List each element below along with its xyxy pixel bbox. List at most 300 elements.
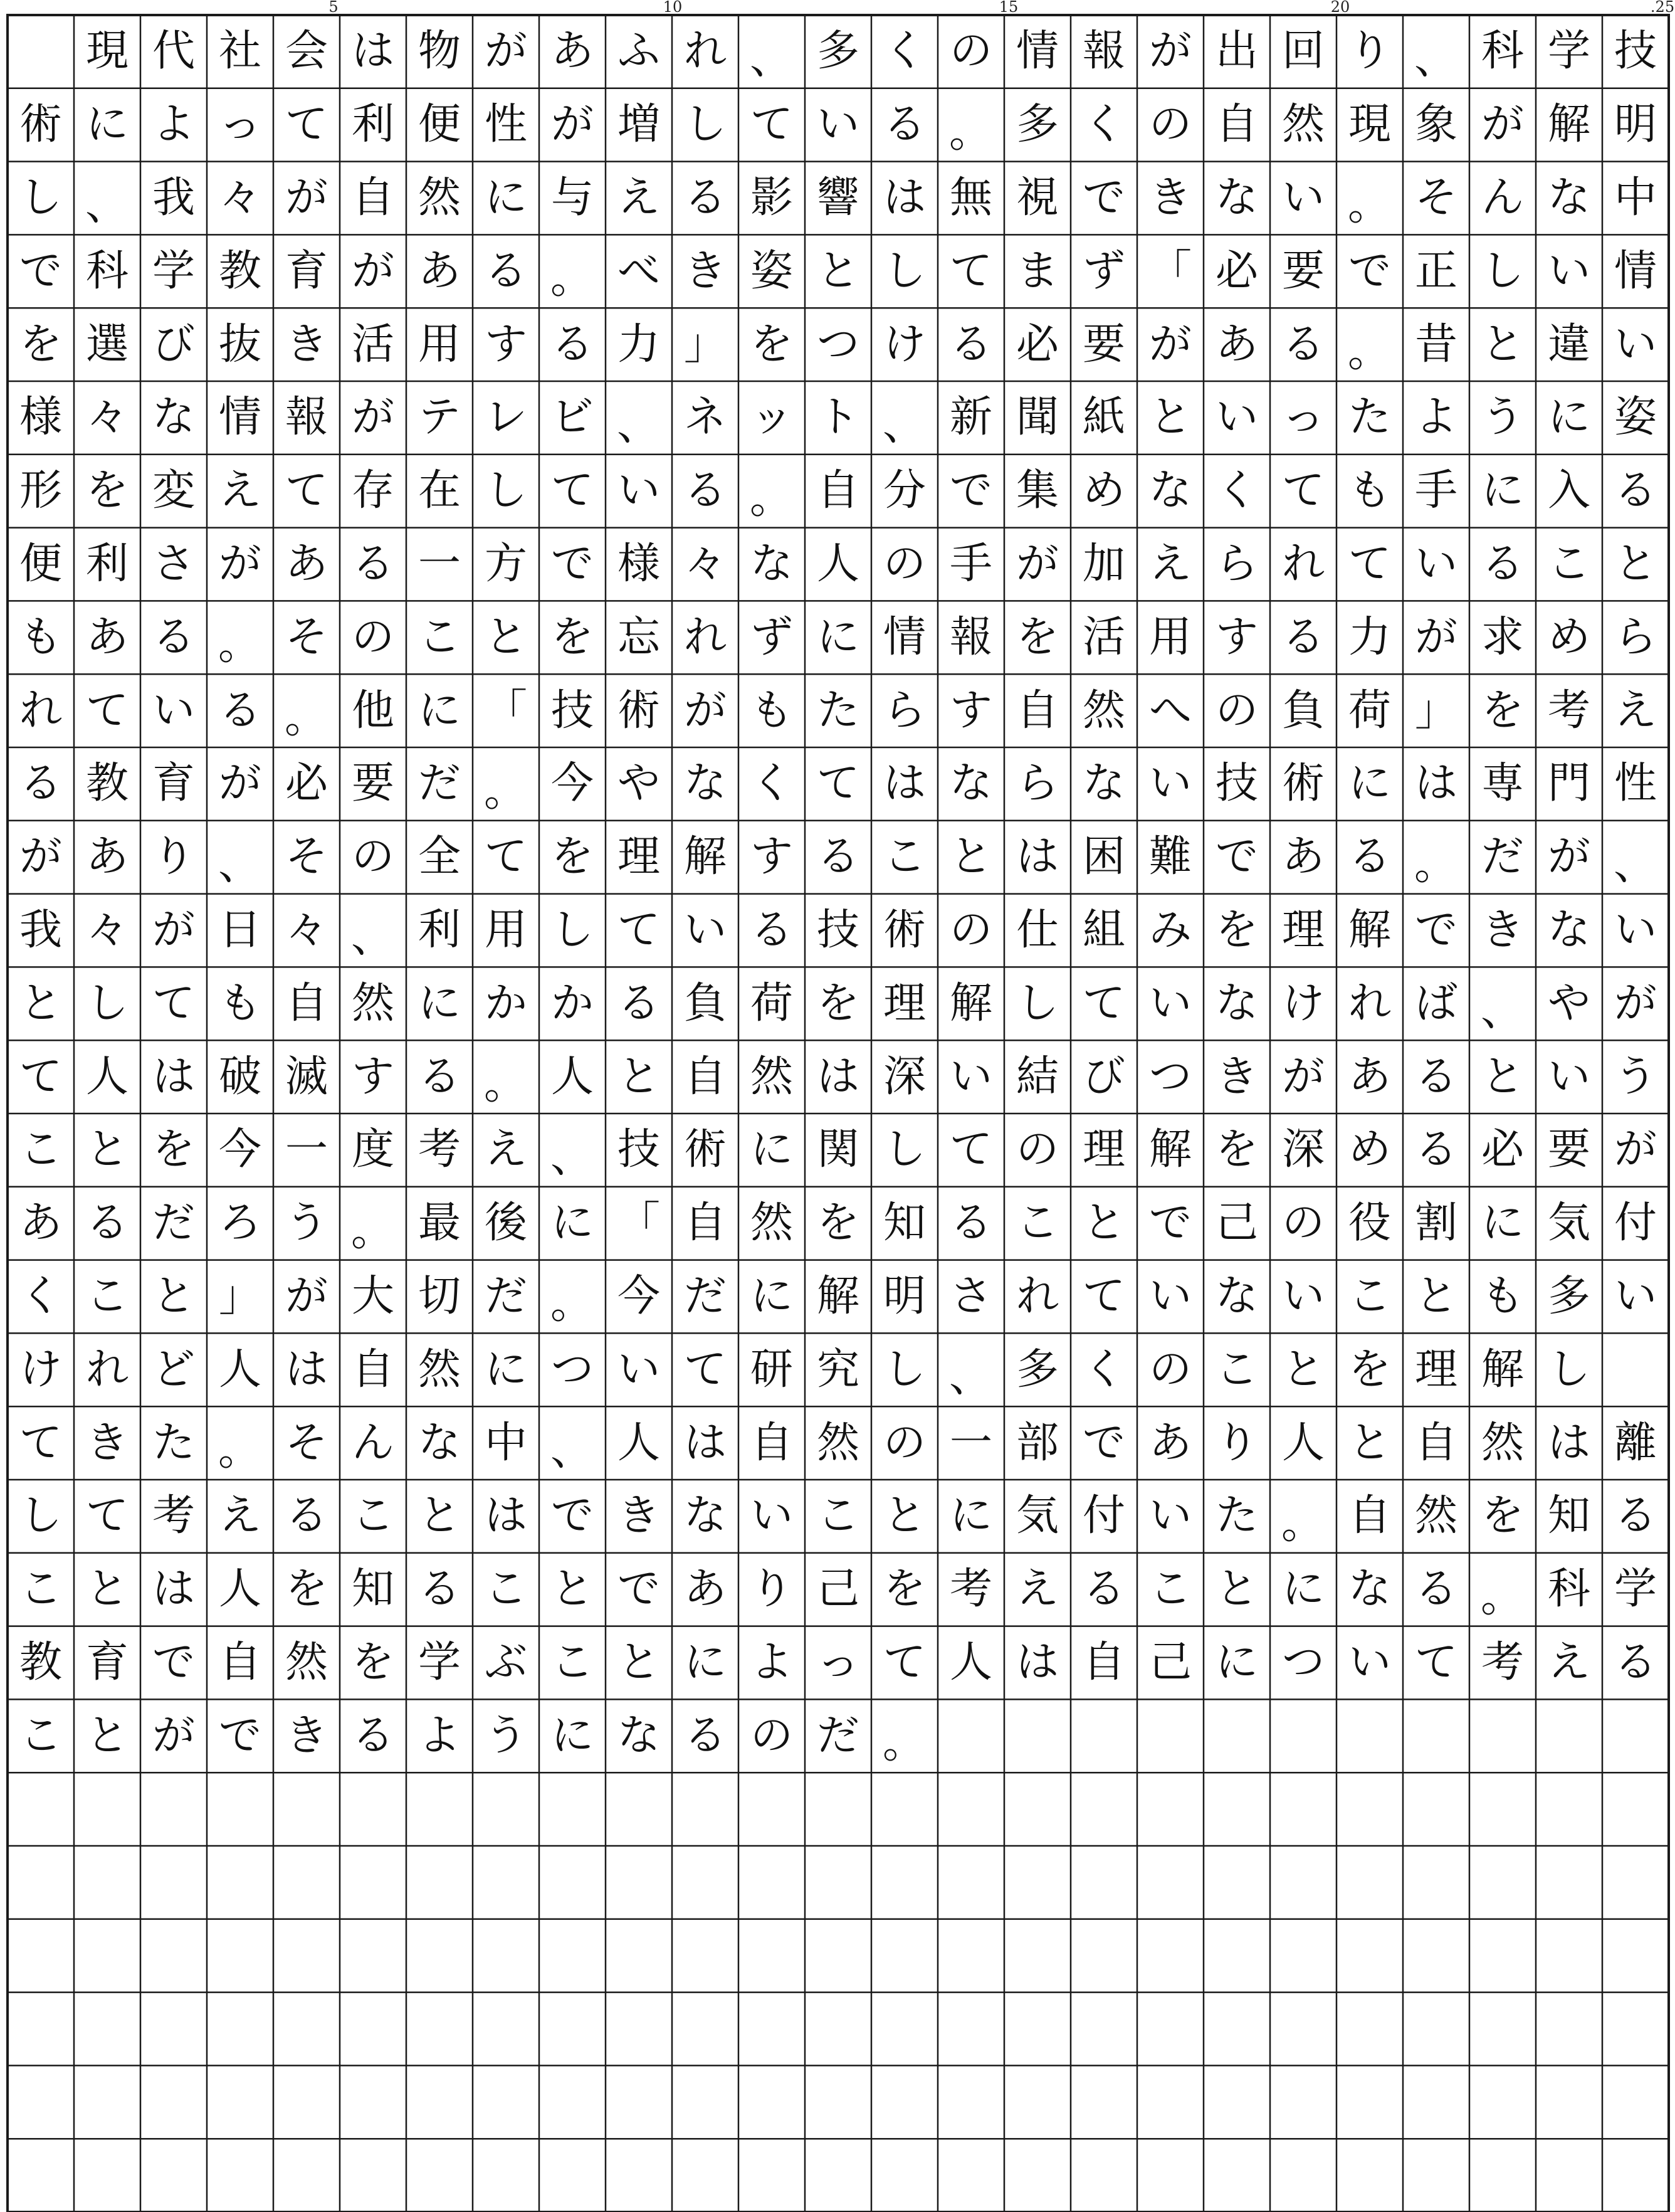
manuscript-char: し [85,978,129,1028]
manuscript-char: る [683,466,727,516]
manuscript-char: き [1215,1051,1258,1102]
manuscript-char: 入 [1547,466,1590,516]
manuscript-char: て [883,1637,926,1687]
manuscript-char: そ [1414,172,1457,223]
manuscript-char: 、 [750,34,793,84]
manuscript-char: な [1215,172,1258,223]
manuscript-char: は [1016,1637,1059,1687]
manuscript-char: 性 [484,100,527,150]
manuscript-char: と [816,246,859,296]
manuscript-char: 、 [85,181,129,231]
manuscript-char: っ [218,100,261,150]
manuscript-char: が [1414,612,1457,662]
manuscript-char [8,15,74,88]
manuscript-char: 付 [1082,1491,1125,1541]
manuscript-char: な [1547,172,1590,223]
manuscript-char: 学 [1547,26,1590,76]
manuscript-char: 人 [550,1051,594,1102]
manuscript-char: る [1614,466,1657,516]
manuscript-char: 学 [417,1637,461,1687]
manuscript-char: る [750,905,793,955]
manuscript-char: る [218,685,261,735]
manuscript-char: 選 [85,319,129,369]
manuscript-char: と [1481,1051,1524,1102]
manuscript-char: 」 [683,319,727,369]
manuscript-char: 教 [19,1637,62,1687]
manuscript-char: 仕 [1016,905,1059,955]
manuscript-char: に [683,1637,727,1687]
manuscript-char: の [351,832,394,882]
manuscript-char: 、 [1414,34,1457,84]
manuscript-char: よ [750,1637,793,1687]
manuscript-char: る [1614,1637,1657,1687]
manuscript-char: そ [285,612,328,662]
manuscript-char: ば [1414,978,1457,1028]
manuscript-char: 影 [750,172,793,223]
manuscript-char: い [1148,759,1192,809]
manuscript-char: 分 [883,466,926,516]
manuscript-char: だ [816,1710,859,1761]
manuscript-char: ま [1016,246,1059,296]
manuscript-char: て [484,832,527,882]
manuscript-char: で [152,1637,195,1687]
manuscript-char: を [550,832,594,882]
manuscript-char: の [883,539,926,589]
manuscript-char: 滅 [285,1051,328,1102]
manuscript-char: で [617,1564,660,1614]
manuscript-char: 付 [1614,1198,1657,1248]
manuscript-char: ら [1614,612,1657,662]
manuscript-char: よ [152,100,195,150]
manuscript-char: あ [1348,1051,1391,1102]
manuscript-char: 気 [1016,1491,1059,1541]
manuscript-char: も [1481,1271,1524,1321]
manuscript-char: を [816,1198,859,1248]
manuscript-char: は [1414,759,1457,809]
manuscript-char: 響 [816,172,859,223]
manuscript-char: る [1281,319,1325,369]
manuscript-char: 、 [883,400,926,450]
manuscript-char: な [683,1491,727,1541]
manuscript-char: い [750,1491,793,1541]
manuscript-char: な [152,392,195,443]
manuscript-char: て [750,100,793,150]
manuscript-char: て [683,1344,727,1394]
manuscript-char: で [1348,246,1391,296]
manuscript-char: め [1082,466,1125,516]
manuscript-char: い [816,100,859,150]
manuscript-char: 学 [1614,1564,1657,1614]
manuscript-row [8,1333,1669,1406]
manuscript-char: テ [417,392,461,443]
manuscript-char: な [1215,1271,1258,1321]
manuscript-char: あ [19,1198,62,1248]
manuscript-char: が [285,1271,328,1321]
manuscript-char: と [949,832,992,882]
manuscript-char: る [351,1710,394,1761]
manuscript-char: な [750,539,793,589]
manuscript-char: あ [1148,1418,1192,1468]
manuscript-char: 多 [1547,1271,1590,1321]
manuscript-char: 自 [1016,685,1059,735]
manuscript-char: く [883,26,926,76]
manuscript-char: 便 [417,100,461,150]
manuscript-char: あ [417,246,461,296]
manuscript-char: で [1148,1198,1192,1248]
manuscript-char: 明 [883,1271,926,1321]
manuscript-char: と [152,1271,195,1321]
manuscript-char: ぶ [484,1637,527,1687]
manuscript-char: は [816,1051,859,1102]
manuscript-char: の [351,612,394,662]
manuscript-char: を [816,978,859,1028]
manuscript-char: な [1215,978,1258,1028]
manuscript-char: る [484,246,527,296]
manuscript-char: 便 [19,539,62,589]
manuscript-char: を [883,1564,926,1614]
manuscript-char: 、 [351,913,394,963]
manuscript-char: に [1481,1198,1524,1248]
manuscript-char: す [351,1051,394,1102]
manuscript-char: 負 [1281,685,1325,735]
manuscript-char: 。 [1348,181,1391,231]
ruler-label-25: .25 [1650,0,1675,16]
manuscript-char: れ [683,26,727,76]
manuscript-char: 忘 [617,612,660,662]
manuscript-char: 必 [285,759,328,809]
manuscript-char: 。 [750,473,793,524]
manuscript-char: 、 [949,1352,992,1403]
manuscript-char: 破 [218,1051,261,1102]
manuscript-char: レ [484,392,527,443]
manuscript-char: き [285,319,328,369]
manuscript-row [8,1187,1669,1260]
manuscript-char: は [152,1564,195,1614]
manuscript-char: だ [152,1198,195,1248]
manuscript-char: り [152,832,195,882]
manuscript-char: ん [351,1418,394,1468]
manuscript-char: 理 [1414,1344,1457,1394]
manuscript-char: 最 [417,1198,461,1248]
manuscript-char: が [218,539,261,589]
manuscript-char: 報 [285,392,328,443]
manuscript-char: が [1614,1125,1657,1175]
manuscript-char: 活 [351,319,394,369]
manuscript-char: 必 [1215,246,1258,296]
manuscript-char: 教 [218,246,261,296]
manuscript-char: 用 [1148,612,1192,662]
manuscript-char: え [1614,685,1657,735]
manuscript-char: い [1614,1271,1657,1321]
ruler-label-5: 5 [328,0,339,16]
manuscript-char: 活 [1082,612,1125,662]
manuscript-char: 昔 [1414,319,1457,369]
manuscript-char: く [750,759,793,809]
manuscript-char: で [949,466,992,516]
manuscript-char: え [484,1125,527,1175]
manuscript-char: 増 [617,100,660,150]
manuscript-char: を [1215,905,1258,955]
manuscript-char: ん [1481,172,1524,223]
manuscript-char: あ [1215,319,1258,369]
manuscript-char: 多 [1016,1344,1059,1394]
manuscript-char: に [1281,1564,1325,1614]
manuscript-char: こ [484,1564,527,1614]
manuscript-char: と [1614,539,1657,589]
manuscript-char: 形 [19,466,62,516]
manuscript-char: は [351,26,394,76]
manuscript-char: は [883,172,926,223]
manuscript-char: 姿 [750,246,793,296]
manuscript-char: 自 [816,466,859,516]
manuscript-char: る [683,172,727,223]
manuscript-char: や [1547,978,1590,1028]
manuscript-row [8,1114,1669,1187]
manuscript-char: き [85,1418,129,1468]
manuscript-char: て [949,246,992,296]
manuscript-char: 考 [949,1564,992,1614]
manuscript-char: で [19,246,62,296]
manuscript-char: 用 [417,319,461,369]
manuscript-char: こ [417,612,461,662]
manuscript-char: に [484,1344,527,1394]
manuscript-char: を [1481,685,1524,735]
manuscript-char: に [750,1125,793,1175]
manuscript-row [8,674,1669,747]
manuscript-char: 自 [683,1051,727,1102]
manuscript-char: つ [550,1344,594,1394]
manuscript-char: な [949,759,992,809]
manuscript-char: 門 [1547,759,1590,809]
manuscript-char: し [683,100,727,150]
manuscript-char: 正 [1414,246,1457,296]
manuscript-char: う [1614,1051,1657,1102]
manuscript-char: 理 [1082,1125,1125,1175]
manuscript-char: な [1348,1564,1391,1614]
manuscript-char: も [1348,466,1391,516]
manuscript-char: が [1148,26,1192,76]
manuscript-char: を [1481,1491,1524,1541]
manuscript-char: 。 [218,1425,261,1475]
manuscript-char: 会 [285,26,328,76]
manuscript-char: で [550,1491,594,1541]
manuscript-char: 組 [1082,905,1125,955]
manuscript-char: 研 [750,1344,793,1394]
manuscript-char: が [218,759,261,809]
manuscript-row [8,1626,1669,1700]
manuscript-char: る [683,1710,727,1761]
manuscript-char: に [417,685,461,735]
manuscript-char: い [1414,539,1457,589]
manuscript-char: 考 [1547,685,1590,735]
manuscript-char: で [550,539,594,589]
manuscript-char: す [949,685,992,735]
manuscript-char: て [285,466,328,516]
manuscript-char: 後 [484,1198,527,1248]
manuscript-char: な [683,759,727,809]
manuscript-char: る [85,1198,129,1248]
manuscript-char: れ [19,685,62,735]
manuscript-char: て [152,978,195,1028]
manuscript-char: 然 [1082,685,1125,735]
manuscript-char: あ [85,612,129,662]
manuscript-char: が [1481,100,1524,150]
manuscript-char: ふ [617,26,660,76]
manuscript-row [8,821,1669,894]
manuscript-char: と [550,1564,594,1614]
manuscript-char: 利 [85,539,129,589]
manuscript-char: や [617,759,660,809]
manuscript-char: は [683,1418,727,1468]
manuscript-char: 自 [351,172,394,223]
manuscript-char: と [1348,1418,1391,1468]
manuscript-char: 中 [1614,172,1657,223]
manuscript-char: 利 [417,905,461,955]
manuscript-char: こ [19,1710,62,1761]
manuscript-char: 考 [417,1125,461,1175]
manuscript-char: 然 [750,1198,793,1248]
manuscript-char: 術 [617,685,660,735]
manuscript-char: の [949,26,992,76]
manuscript-char: 育 [152,759,195,809]
manuscript-row [8,1553,1669,1626]
manuscript-char: 々 [285,905,328,955]
manuscript-char: こ [1547,539,1590,589]
manuscript-char: で [1082,172,1125,223]
manuscript-char: し [1481,246,1524,296]
manuscript-char: の [949,905,992,955]
manuscript-char: 要 [1547,1125,1590,1175]
manuscript-char: 然 [1481,1418,1524,1468]
manuscript-char: か [484,978,527,1028]
manuscript-char: 負 [683,978,727,1028]
manuscript-char: と [85,1125,129,1175]
manuscript-char: そ [285,1418,328,1468]
manuscript-row [8,1260,1669,1334]
manuscript-char: る [883,100,926,150]
manuscript-char: 」 [1414,685,1457,735]
manuscript-char: い [1547,246,1590,296]
manuscript-char: と [617,1051,660,1102]
manuscript-char: れ [683,612,727,662]
manuscript-char: れ [1016,1271,1059,1321]
manuscript-char: 我 [152,172,195,223]
manuscript-char: る [285,1491,328,1541]
manuscript-char: で [1215,832,1258,882]
manuscript-char: い [617,466,660,516]
manuscript-char: し [1547,1344,1590,1394]
manuscript-char: 荷 [1348,685,1391,735]
manuscript-char: 与 [550,172,594,223]
manuscript-char: こ [1016,1198,1059,1248]
manuscript-char: 。 [550,254,594,304]
manuscript-char: だ [484,1271,527,1321]
manuscript-char: 自 [683,1198,727,1248]
manuscript-char: な [417,1418,461,1468]
manuscript-char: 求 [1481,612,1524,662]
manuscript-char: を [1348,1344,1391,1394]
manuscript-char: 結 [1016,1051,1059,1102]
manuscript-char: 部 [1016,1418,1059,1468]
manuscript-char: う [285,1198,328,1248]
manuscript-char: 自 [351,1344,394,1394]
manuscript-char: は [285,1344,328,1394]
manuscript-char: て [19,1051,62,1102]
manuscript-char: で [1414,905,1457,955]
manuscript-char: い [1148,978,1192,1028]
manuscript-char: 学 [152,246,195,296]
manuscript-char: を [1016,612,1059,662]
manuscript-char: こ [1215,1344,1258,1394]
manuscript-char: は [1547,1418,1590,1468]
manuscript-char: ら [1016,759,1059,809]
manuscript-char: 。 [1481,1572,1524,1622]
manuscript-char: は [484,1491,527,1541]
manuscript-char: 報 [1082,26,1125,76]
manuscript-char: だ [683,1271,727,1321]
manuscript-row [8,528,1669,601]
manuscript-char: け [1281,978,1325,1028]
manuscript-char: い [1148,1491,1192,1541]
manuscript-char: し [550,905,594,955]
manuscript-char: 自 [1215,100,1258,150]
manuscript-char: い [152,685,195,735]
manuscript-char: 科 [1547,1564,1590,1614]
manuscript-char: る [417,1051,461,1102]
manuscript-char: 情 [1016,26,1059,76]
manuscript-char: 然 [750,1051,793,1102]
manuscript-char: 必 [1481,1125,1524,1175]
manuscript-char: が [1614,978,1657,1028]
manuscript-char: 人 [218,1344,261,1394]
manuscript-char: 自 [285,978,328,1028]
manuscript-char: 社 [218,26,261,76]
manuscript-char: う [1481,392,1524,443]
manuscript-char: け [19,1344,62,1394]
manuscript-row [8,1699,1669,1772]
manuscript-char: 自 [218,1637,261,1687]
manuscript-char: を [85,466,129,516]
manuscript-char: く [19,1271,62,1321]
manuscript-char: い [1148,1271,1192,1321]
manuscript-char: び [152,319,195,369]
manuscript-char: に [417,978,461,1028]
manuscript-char: る [1414,1125,1457,1175]
manuscript-char: 専 [1481,759,1524,809]
manuscript-char: き [617,1491,660,1541]
manuscript-char: ト [816,392,859,443]
manuscript-char: へ [1148,685,1192,735]
manuscript-char: と [85,1564,129,1614]
manuscript-char: の [1148,1344,1192,1394]
manuscript-char: し [19,1491,62,1541]
manuscript-char: い [1281,172,1325,223]
manuscript-char: に [484,172,527,223]
manuscript-char: 用 [484,905,527,955]
manuscript-char: あ [1281,832,1325,882]
manuscript-char: な [617,1710,660,1761]
manuscript-char: け [883,319,926,369]
manuscript-char: ろ [218,1198,261,1248]
manuscript-char: 物 [417,26,461,76]
manuscript-char: こ [1348,1271,1391,1321]
manuscript-char: が [1547,832,1590,882]
manuscript-char: 視 [1016,172,1059,223]
manuscript-char: 解 [816,1271,859,1321]
manuscript-char: 手 [949,539,992,589]
manuscript-char: 「 [484,685,527,735]
manuscript-char: 新 [949,392,992,443]
